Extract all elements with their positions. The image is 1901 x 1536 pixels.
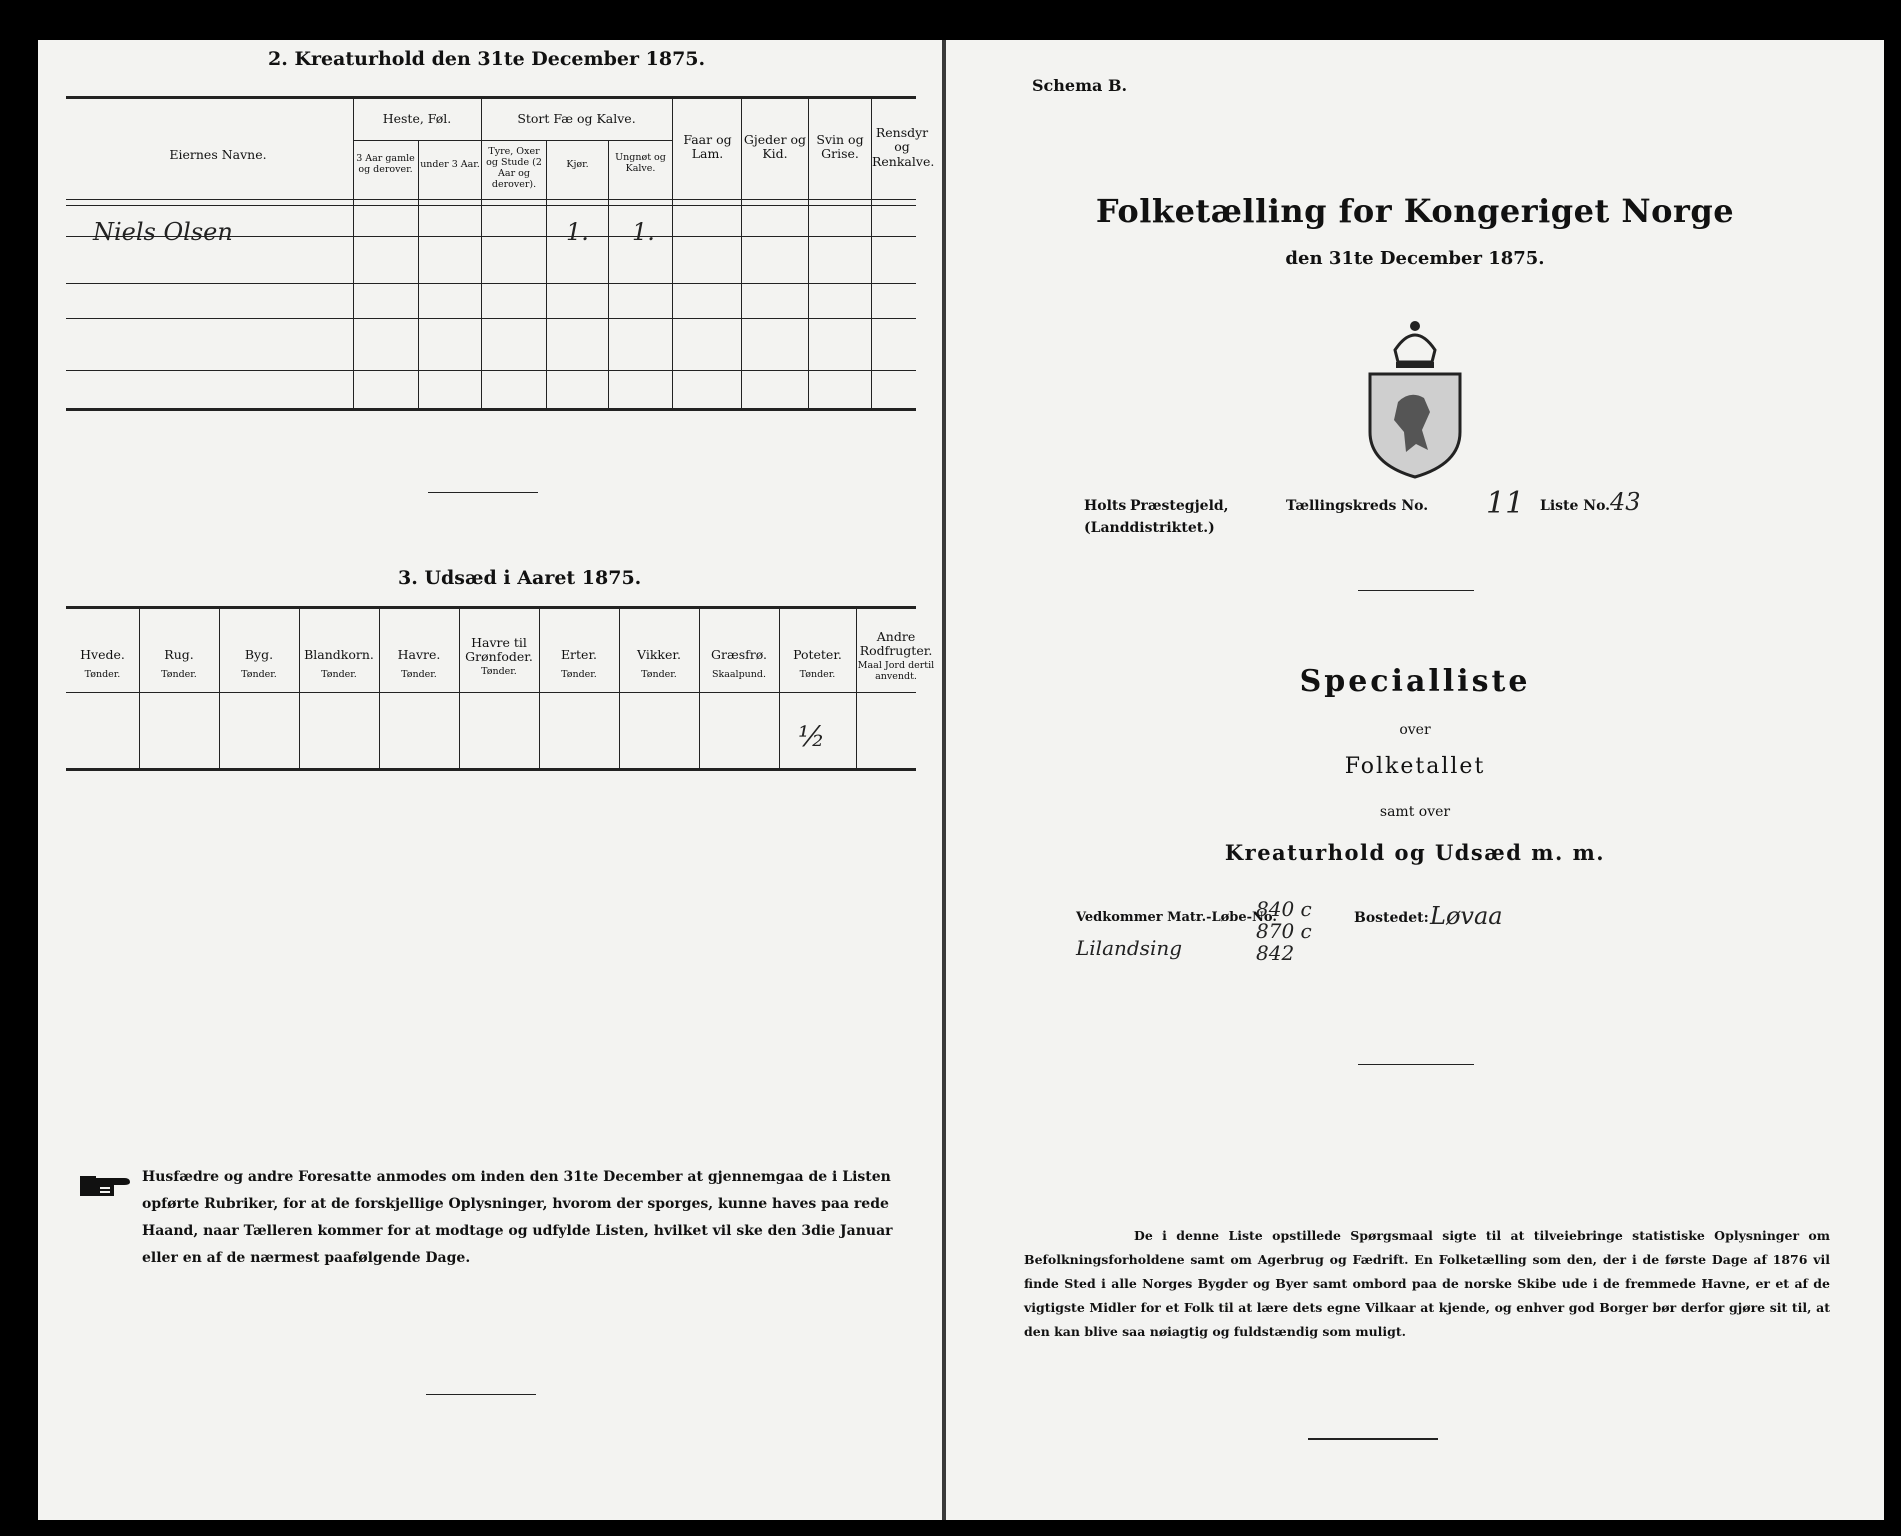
bulls-header: Tyre, Oxer og Stude (2 Aar og derover).	[486, 146, 542, 190]
reindeer-header: Rensdyr og Renkalve.	[872, 125, 935, 169]
matr-label: Vedkommer Matr.-Løbe-No.	[1076, 910, 1277, 925]
census-date: den 31te December 1875.	[1285, 248, 1545, 269]
list-label: Liste No.	[1540, 498, 1611, 514]
young-cattle-header: Ungnøt og Kalve.	[615, 152, 666, 174]
cows-header: Kjør.	[566, 159, 589, 170]
cattle-header: Stort Fæ og Kalve.	[517, 111, 636, 126]
parish-label: Præstegjeld,	[1130, 498, 1229, 514]
peas-header: Erter. Tønder.	[560, 647, 598, 681]
census-district-label: Tællingskreds No.	[1286, 498, 1429, 514]
vetch-header: Vikker. Tønder.	[637, 647, 681, 681]
green-fodder-oats-header: Havre til Grønfoder. Tønder.	[465, 635, 533, 677]
parish-name: Holts	[1084, 498, 1127, 514]
cows-value: 1.	[566, 218, 589, 246]
census-district-value: 11	[1486, 486, 1525, 521]
pigs-header: Svin og Grise.	[816, 132, 864, 162]
potatoes-value: ½	[798, 720, 826, 753]
table2-bottom-rule	[66, 408, 916, 411]
wheat-header: Hvede. Tønder.	[80, 647, 125, 681]
main-title: Folketælling for Kongeriget Norge	[1095, 192, 1735, 230]
schema-label: Schema B.	[1032, 76, 1128, 95]
root-crops-header: Andre Rodfrugter. Maal Jord dertil anvendt.	[857, 629, 935, 682]
left-page	[38, 40, 942, 1520]
folketallet-heading: Folketallet	[1344, 754, 1486, 779]
horses-adult-header: 3 Aar gamle og derover.	[356, 153, 415, 175]
young-cattle-value: 1.	[632, 218, 655, 246]
goats-header: Gjeder og Kid.	[743, 132, 807, 162]
bosted-label: Bostedet:	[1354, 910, 1429, 926]
specialliste-heading: Specialliste	[1299, 664, 1531, 699]
samt-over-label: samt over	[1379, 804, 1451, 820]
over-label: over	[1399, 722, 1431, 738]
owner-name: Niels Olsen	[93, 218, 233, 246]
grass-seed-header: Græsfrø. Skaalpund.	[710, 647, 767, 681]
sheep-header: Faar og Lam.	[683, 132, 732, 162]
owner-header: Eiernes Navne.	[169, 147, 267, 162]
intro-paragraph: De i denne Liste opstillede Spørgsmaal sigte til at tilveiebringe statistiske Oplysninger om Befolkningsforholdene samt om Agerbrug og Fædrift. En Folketælling som den, der i de første Dage af 1876 vil finde Sted i alle Norges Bygder og Byer samt ombord paa de norske Skibe ude i de fremmede Havne, er et af de vigtigste Midler for et Folk til at lære dets egne Vilkaar at kjende, og enhver god Borger bør derfor gjøre sit til, at den kan blive saa nøiagtig og fuldstændig som muligt.	[1024, 1228, 1830, 1339]
district-label: (Landdistriktet.)	[1084, 520, 1215, 536]
bosted-value: Løvaa	[1430, 902, 1503, 930]
right-page	[946, 40, 1884, 1520]
pointing-hand-icon	[78, 1172, 136, 1200]
section3-title: 3. Udsæd i Aaret 1875.	[398, 567, 642, 589]
list-value: 43	[1610, 488, 1641, 516]
barley-header: Byg. Tønder.	[241, 647, 277, 681]
section2-title: 2. Kreaturhold den 31te December 1875.	[268, 48, 706, 70]
kreaturhold-heading: Kreaturhold og Udsæd m. m.	[1224, 840, 1606, 865]
notice-text: Husfædre og andre Foresatte anmodes om inden den 31te December at gjennemgaa de i Listen opførte Rubriker, for at de forskjellige Oplysninger, hvorom der sporges, kunne haves paa rede Haand, naar Tælleren kommer for at modtage og udfylde Listen, hvilket vil ske den 3die Januar eller en af de nærmest paafølgende Dage.	[142, 1169, 893, 1266]
table2-header-rule	[66, 199, 916, 200]
rye-header: Rug. Tønder.	[161, 647, 197, 681]
horses-young-header: under 3 Aar.	[420, 159, 480, 170]
mixed-grain-header: Blandkorn. Tønder.	[304, 647, 374, 681]
coat-of-arms-icon	[1350, 312, 1480, 480]
matr-values-list: 840 c 870 c 842	[1256, 897, 1312, 965]
horses-header: Heste, Føl.	[382, 111, 452, 126]
table2-top-rule	[66, 96, 916, 99]
table3-bottom-rule	[66, 768, 916, 771]
potatoes-header: Poteter. Tønder.	[793, 647, 842, 681]
table3-top-rule	[66, 606, 916, 609]
matr-note: Lilandsing	[1076, 936, 1183, 960]
oats-header: Havre. Tønder.	[397, 647, 441, 681]
